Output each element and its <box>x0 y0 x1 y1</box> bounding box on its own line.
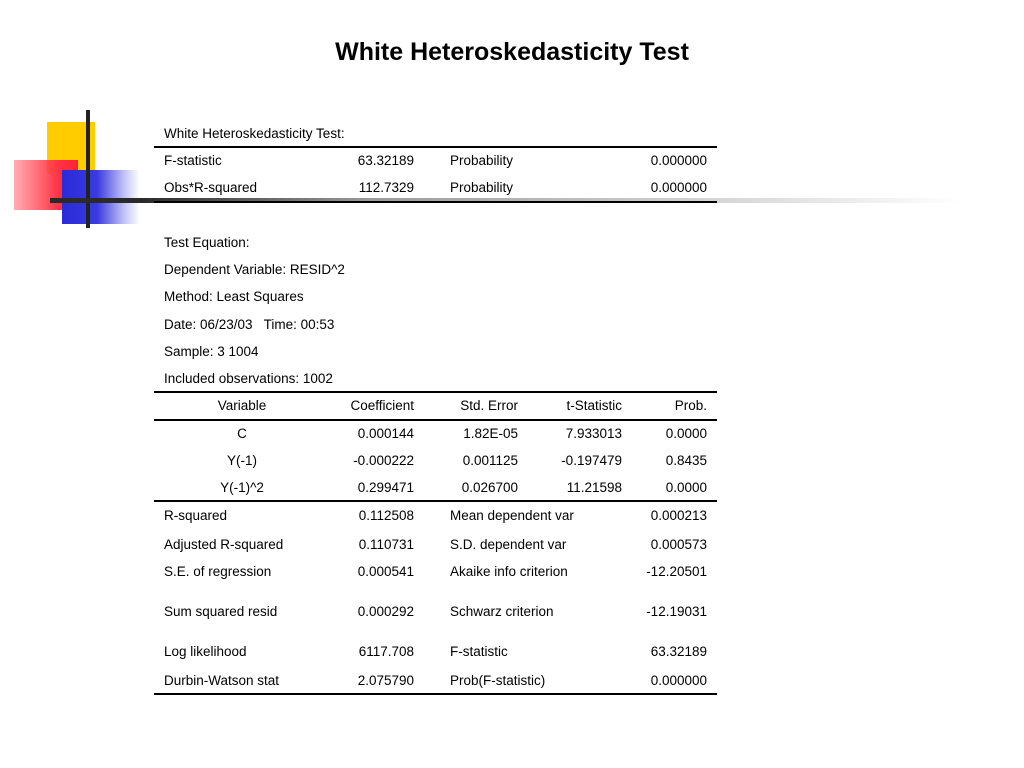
coefficient: -0.000222 <box>353 453 414 468</box>
divider <box>154 693 717 695</box>
table-row <box>154 420 717 447</box>
stat-label: Schwarz criterion <box>450 604 554 619</box>
test-heading-row <box>154 120 717 147</box>
stat-value: 63.32189 <box>357 153 414 168</box>
column-header-variable: Variable <box>217 398 267 413</box>
stat-value: 0.000213 <box>650 508 707 523</box>
std-error: 1.82E-05 <box>463 426 518 441</box>
info-line <box>154 229 717 256</box>
prob: 0.8435 <box>665 453 707 468</box>
std-error: 0.001125 <box>462 453 518 468</box>
column-header-coefficient: Coefficient <box>350 398 414 413</box>
info-line <box>154 365 717 392</box>
stat-label: F-statistic <box>164 153 222 168</box>
stat-label: Durbin-Watson stat <box>164 673 280 688</box>
t-statistic: 11.21598 <box>566 480 622 495</box>
prob-label: Probability <box>450 180 514 195</box>
std-error: 0.026700 <box>461 480 518 495</box>
info-line <box>154 283 717 310</box>
stat-label: Prob(F-statistic) <box>450 673 546 688</box>
stat-value: 0.000000 <box>650 673 707 688</box>
page-title: White Heteroskedasticity Test <box>335 38 689 66</box>
info-line <box>154 256 717 283</box>
stat-value: 112.7329 <box>358 180 414 195</box>
table-row <box>154 558 717 585</box>
dependent-variable: Dependent Variable: RESID^2 <box>164 262 345 277</box>
table-row <box>154 474 717 501</box>
included-observations: Included observations: 1002 <box>164 371 333 386</box>
stat-label: R-squared <box>164 508 228 523</box>
stat-value: 0.000573 <box>650 537 707 552</box>
variable-name: Y(-1) <box>227 453 257 468</box>
info-line <box>154 338 717 365</box>
stat-label: S.E. of regression <box>164 564 272 579</box>
test-equation-label: Test Equation: <box>164 235 250 250</box>
variable-name: C <box>237 426 247 441</box>
column-header-t-statistic: t-Statistic <box>566 398 622 413</box>
divider <box>154 201 717 203</box>
stat-value: -12.20501 <box>646 564 707 579</box>
table-row <box>154 598 717 625</box>
stat-value: 0.000541 <box>357 564 414 579</box>
test-heading: White Heteroskedasticity Test: <box>164 126 345 141</box>
stat-label: Log likelihood <box>164 644 247 659</box>
column-header-prob: Prob. <box>674 398 707 413</box>
stat-value: 6117.708 <box>358 644 414 659</box>
stat-value: 0.000292 <box>357 604 414 619</box>
table-header-row <box>154 392 717 419</box>
table-row <box>154 502 717 529</box>
table-row <box>154 667 717 694</box>
stat-value: 0.112508 <box>358 508 414 523</box>
stat-label: Akaike info criterion <box>450 564 568 579</box>
method: Method: Least Squares <box>164 289 304 304</box>
stat-label: Mean dependent var <box>450 508 574 523</box>
stat-label: Adjusted R-squared <box>164 537 284 552</box>
stat-label: Obs*R-squared <box>164 180 258 195</box>
prob-label: Probability <box>450 153 514 168</box>
table-row <box>154 147 717 174</box>
sample: Sample: 3 1004 <box>164 344 259 359</box>
prob: 0.0000 <box>665 480 707 495</box>
stat-value: 63.32189 <box>650 644 707 659</box>
coefficient: 0.299471 <box>357 480 414 495</box>
t-statistic: 7.933013 <box>565 426 622 441</box>
date-time: Date: 06/23/03 Time: 00:53 <box>164 317 335 332</box>
info-line <box>154 311 717 338</box>
stat-value: 2.075790 <box>357 673 414 688</box>
table-row <box>154 447 717 474</box>
table-row <box>154 531 717 558</box>
stat-label: S.D. dependent var <box>450 537 567 552</box>
prob-value: 0.000000 <box>650 180 707 195</box>
stat-label: Sum squared resid <box>164 604 278 619</box>
table-row <box>154 638 717 665</box>
decorative-vertical-line <box>86 110 90 228</box>
t-statistic: -0.197479 <box>561 453 622 468</box>
decorative-blue-square <box>62 170 140 224</box>
stat-value: 0.110731 <box>358 537 414 552</box>
variable-name: Y(-1)^2 <box>220 480 264 495</box>
stat-label: F-statistic <box>450 644 508 659</box>
coefficient: 0.000144 <box>357 426 414 441</box>
column-header-std-error: Std. Error <box>460 398 518 413</box>
prob: 0.0000 <box>665 426 707 441</box>
prob-value: 0.000000 <box>650 153 707 168</box>
stat-value: -12.19031 <box>646 604 707 619</box>
table-row <box>154 174 717 201</box>
